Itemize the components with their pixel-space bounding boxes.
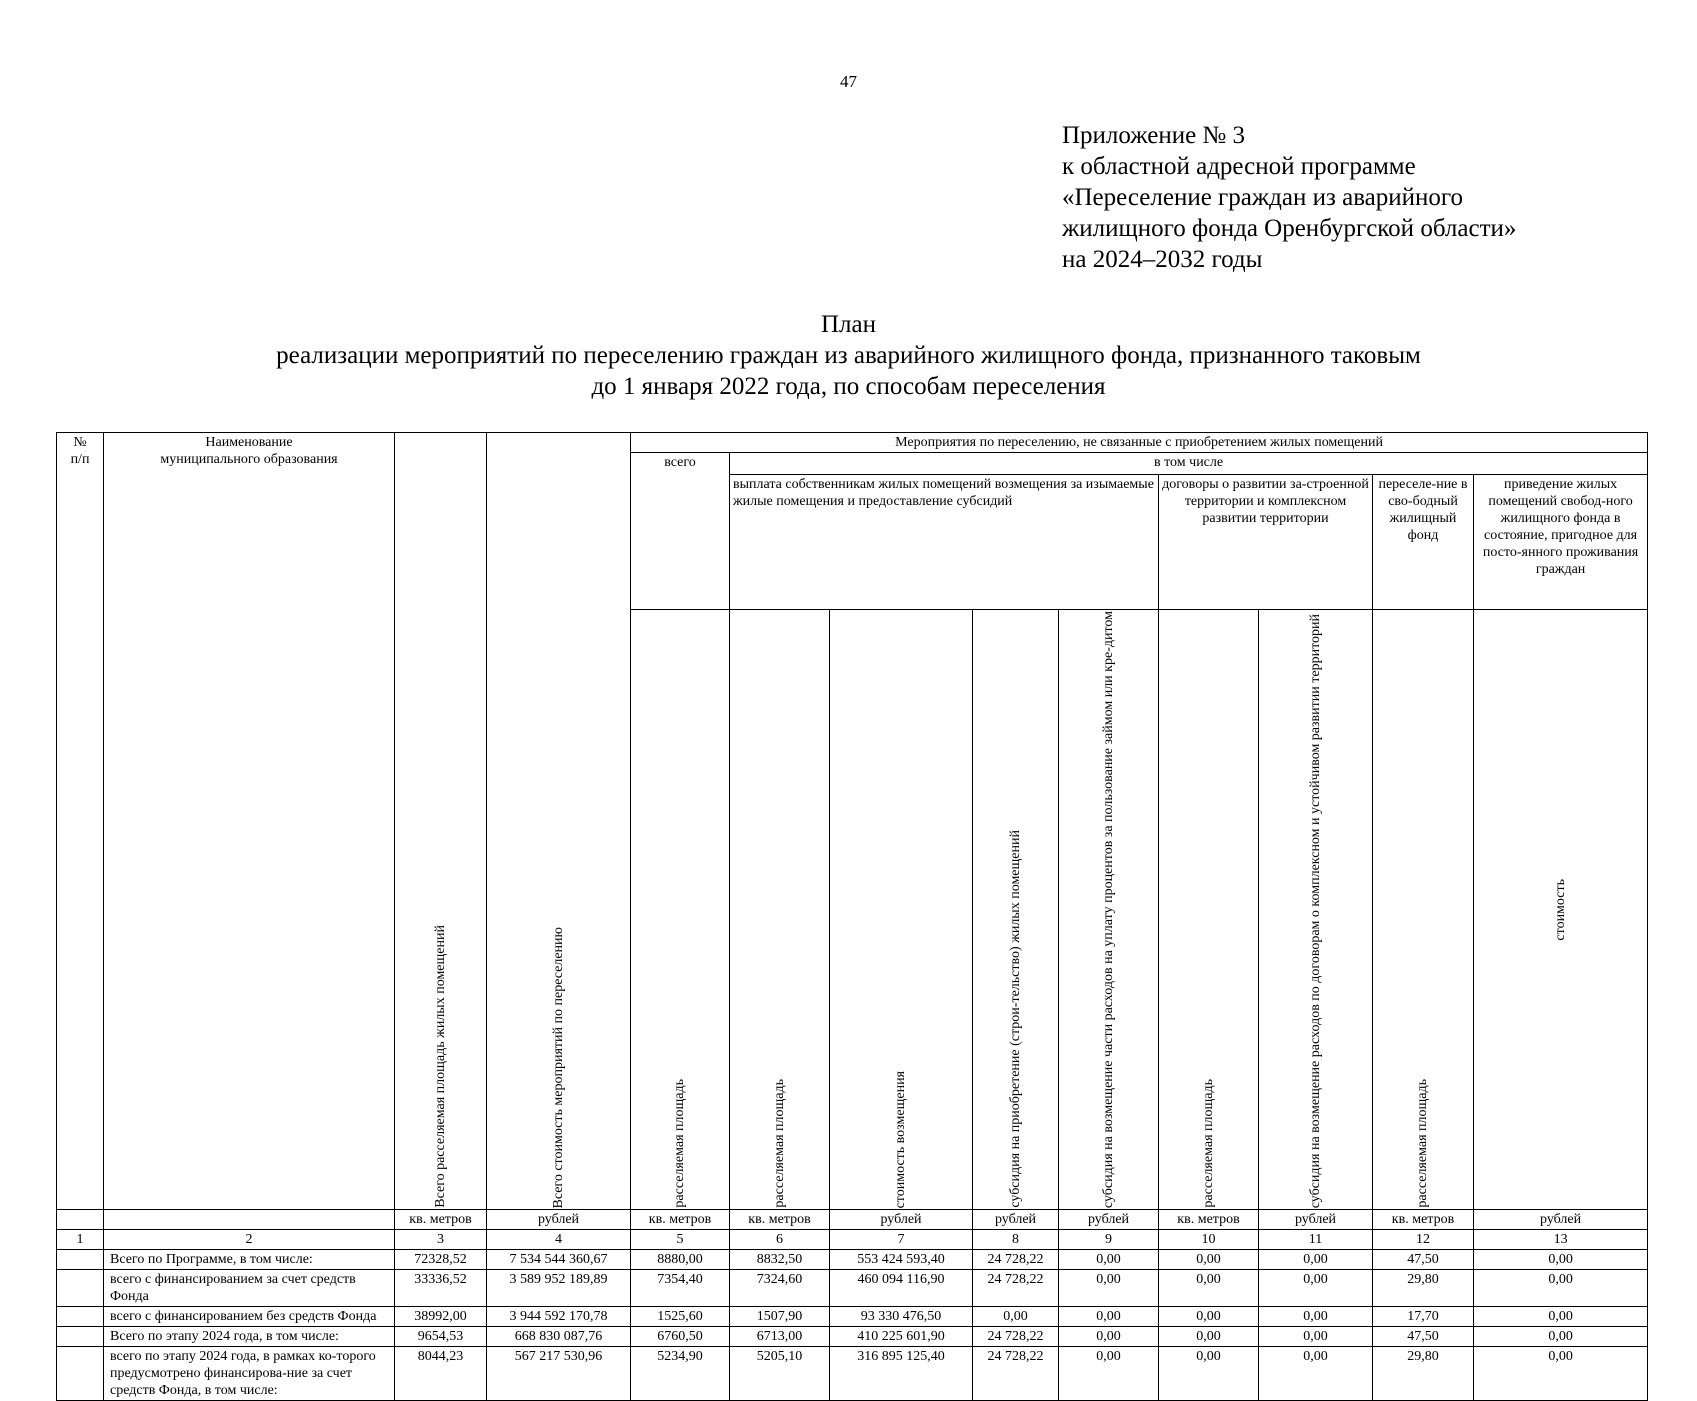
plan-table [56, 432, 1648, 1401]
row-value: 668 830 087,76 [487, 1327, 631, 1347]
row-value: 0,00 [1159, 1250, 1259, 1270]
page-number: 47 [840, 72, 857, 91]
document-title [0, 309, 1697, 402]
row-name: всего с финансированием без средств Фонда [104, 1307, 395, 1327]
column-numbers-row [57, 1230, 1648, 1250]
appendix-line: Приложение № 3 [1062, 122, 1246, 149]
row-value: 0,00 [1059, 1250, 1159, 1270]
column-number: 2 [104, 1230, 395, 1250]
row-value: 0,00 [1059, 1270, 1159, 1307]
row-name: всего по этапу 2024 года, в рамках ко-торого предусмотрено финансирова-ние за счет средств Фонда, в том числе: [104, 1347, 395, 1401]
units-cell: рублей [830, 1210, 973, 1230]
row-value: 0,00 [1059, 1307, 1159, 1327]
row-number-cell [57, 1327, 104, 1347]
table-row [57, 1347, 1648, 1401]
title-line: реализации мероприятий по переселению граждан из аварийного жилищного фонда, признанного таковым [276, 342, 1421, 369]
row-value: 17,70 [1373, 1307, 1474, 1327]
row-value: 6760,50 [631, 1327, 730, 1347]
row-value: 0,00 [1259, 1250, 1373, 1270]
units-cell: рублей [487, 1210, 631, 1230]
row-value: 5234,90 [631, 1347, 730, 1401]
row-value: 0,00 [1059, 1347, 1159, 1401]
units-cell: кв. метров [631, 1210, 730, 1230]
row-value: 0,00 [1159, 1270, 1259, 1307]
column-number: 7 [830, 1230, 973, 1250]
column-number: 9 [1059, 1230, 1159, 1250]
row-value: 8880,00 [631, 1250, 730, 1270]
row-value: 8044,23 [395, 1347, 487, 1401]
row-value: 72328,52 [395, 1250, 487, 1270]
column-number: 3 [395, 1230, 487, 1250]
header-total-area-cell: Всего расселяемая площадь жилых помещений [395, 433, 487, 1210]
row-value: 0,00 [1159, 1307, 1259, 1327]
table-row [57, 1327, 1648, 1347]
row-value: 0,00 [1474, 1347, 1648, 1401]
row-value: 7 534 544 360,67 [487, 1250, 631, 1270]
row-value: 33336,52 [395, 1270, 487, 1307]
row-value: 0,00 [1259, 1307, 1373, 1327]
column-number: 8 [973, 1230, 1059, 1250]
row-value: 567 217 530,96 [487, 1347, 631, 1401]
units-cell [57, 1210, 104, 1230]
units-cell: рублей [1059, 1210, 1159, 1230]
row-value: 0,00 [1474, 1327, 1648, 1347]
row-value: 38992,00 [395, 1307, 487, 1327]
row-value: 0,00 [1259, 1327, 1373, 1347]
header-payment: выплата собственникам жилых помещений возмещения за изымаемые жилые помещения и предоставление субсидий [730, 475, 1159, 610]
row-value: 0,00 [1159, 1327, 1259, 1347]
header-col9: субсидия на возмещение части расходов на уплату процентов за пользование займом или кре-дитом [1059, 610, 1159, 1210]
units-cell: кв. метров [730, 1210, 830, 1230]
column-number: 5 [631, 1230, 730, 1250]
header-col5: расселяемая площадь [631, 610, 730, 1210]
header-including: в том числе [730, 453, 1648, 475]
header-total-cost-cell: Всего стоимость мероприятий по переселению [487, 433, 631, 1210]
title-line: План [820, 311, 876, 338]
row-value: 410 225 601,90 [830, 1327, 973, 1347]
units-cell: рублей [1474, 1210, 1648, 1230]
column-number: 13 [1474, 1230, 1648, 1250]
row-value: 0,00 [1259, 1347, 1373, 1401]
row-name: Всего по этапу 2024 года, в том числе: [104, 1327, 395, 1347]
header-col7: стоимость возмещения [830, 610, 973, 1210]
row-value: 9654,53 [395, 1327, 487, 1347]
units-cell: кв. метров [395, 1210, 487, 1230]
row-value: 24 728,22 [973, 1327, 1059, 1347]
header-bringing: приведение жилых помещений свобод-ного жилищного фонда в состояние, пригодное для посто-янного проживания граждан [1474, 475, 1648, 610]
table-row [57, 1270, 1648, 1307]
row-value: 24 728,22 [973, 1250, 1059, 1270]
row-value: 8832,50 [730, 1250, 830, 1270]
header-col8: субсидия на приобретение (строи-тельство) жилых помещений [973, 610, 1059, 1210]
header-municipality-cell: Наименование муниципального образования [104, 433, 395, 1210]
header-col10: расселяемая площадь [1159, 610, 1259, 1210]
row-number-cell [57, 1307, 104, 1327]
appendix-line: на 2024–2032 годы [1062, 246, 1263, 273]
appendix-line: «Переселение граждан из аварийного [1062, 184, 1464, 211]
row-value: 316 895 125,40 [830, 1347, 973, 1401]
row-name: всего с финансированием за счет средств Фонда [104, 1270, 395, 1307]
row-value: 0,00 [1474, 1307, 1648, 1327]
row-value: 7324,60 [730, 1270, 830, 1307]
column-number: 11 [1259, 1230, 1373, 1250]
row-value: 0,00 [1474, 1270, 1648, 1307]
appendix-line: к областной адресной программе [1062, 153, 1416, 180]
row-value: 553 424 593,40 [830, 1250, 973, 1270]
header-col12: расселяемая площадь [1373, 610, 1474, 1210]
header-col6: расселяемая площадь [730, 610, 830, 1210]
units-row [57, 1210, 1648, 1230]
row-value: 29,80 [1373, 1270, 1474, 1307]
row-value: 47,50 [1373, 1327, 1474, 1347]
column-number: 4 [487, 1230, 631, 1250]
row-value: 24 728,22 [973, 1347, 1059, 1401]
row-value: 0,00 [1474, 1250, 1648, 1270]
row-value: 47,50 [1373, 1250, 1474, 1270]
row-number-cell [57, 1270, 104, 1307]
units-cell: кв. метров [1159, 1210, 1259, 1230]
header-contracts: договоры о развитии за-строенной территории и комплексном развитии территории [1159, 475, 1373, 610]
row-name: Всего по Программе, в том числе: [104, 1250, 395, 1270]
row-value: 0,00 [1159, 1347, 1259, 1401]
row-value: 3 589 952 189,89 [487, 1270, 631, 1307]
row-value: 29,80 [1373, 1347, 1474, 1401]
header-col13: стоимость [1474, 610, 1648, 1210]
row-value: 6713,00 [730, 1327, 830, 1347]
header-resettle-free: переселе-ние в сво-бодный жилищный фонд [1373, 475, 1474, 610]
column-number: 12 [1373, 1230, 1474, 1250]
table-row [57, 1250, 1648, 1270]
header-number-cell: № п/п [57, 433, 104, 1210]
row-value: 1525,60 [631, 1307, 730, 1327]
units-cell: кв. метров [1373, 1210, 1474, 1230]
row-value: 0,00 [1259, 1270, 1373, 1307]
row-number-cell [57, 1250, 104, 1270]
row-number-cell [57, 1347, 104, 1401]
units-cell: рублей [1259, 1210, 1373, 1230]
table-row [57, 1307, 1648, 1327]
title-line: до 1 января 2022 года, по способам переселения [591, 373, 1106, 400]
appendix-line: жилищного фонда Оренбургской области» [1062, 215, 1517, 242]
row-value: 0,00 [973, 1307, 1059, 1327]
row-value: 0,00 [1059, 1327, 1159, 1347]
header-col11: субсидия на возмещение расходов по договорам о комплексном и устойчивом развитии территорий [1259, 610, 1373, 1210]
units-cell [104, 1210, 395, 1230]
row-value: 3 944 592 170,78 [487, 1307, 631, 1327]
appendix-block [1062, 120, 1516, 275]
row-value: 24 728,22 [973, 1270, 1059, 1307]
row-value: 5205,10 [730, 1347, 830, 1401]
row-value: 1507,90 [730, 1307, 830, 1327]
header-group-main: Мероприятия по переселению, не связанные с приобретением жилых помещений [631, 433, 1648, 453]
row-value: 93 330 476,50 [830, 1307, 973, 1327]
row-value: 7354,40 [631, 1270, 730, 1307]
column-number: 1 [57, 1230, 104, 1250]
header-total: всего [631, 453, 730, 610]
column-number: 10 [1159, 1230, 1259, 1250]
units-cell: рублей [973, 1210, 1059, 1230]
column-number: 6 [730, 1230, 830, 1250]
row-value: 460 094 116,90 [830, 1270, 973, 1307]
